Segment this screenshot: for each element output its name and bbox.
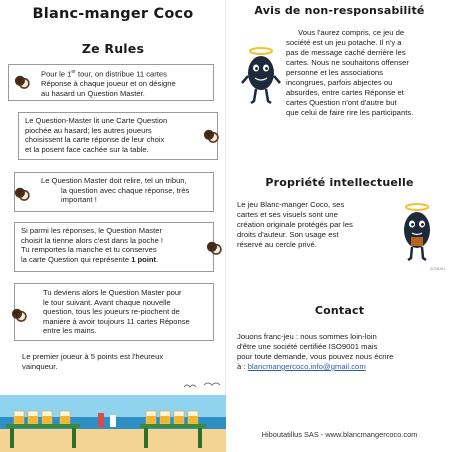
rule-text: question, tous les joueurs re-piochent de: [43, 307, 180, 317]
disclaimer-text: [286, 28, 452, 118]
disclaimer-line: cartes Question n'ont d'autre but: [286, 98, 397, 107]
coconut-icon: [11, 307, 28, 324]
rule-text: vainqueur.: [22, 362, 58, 371]
disclaimer-line: personne et les associations: [286, 68, 384, 77]
ip-line: droits d'auteur. Son usage est: [237, 230, 339, 239]
rule-box-2: [18, 112, 218, 160]
disclaimer-line: pas de message caché derrière les: [286, 48, 406, 57]
rule-sup: er: [71, 69, 76, 75]
rule-text: Tu deviens alors le Question Master pour: [43, 288, 182, 297]
rule-text: Le Question Master doit relire, tel un tribun,: [41, 176, 187, 185]
rule-text: choisit la tienne alors c'est dans la poche !: [21, 235, 164, 245]
rules-heading: Ze Rules: [81, 41, 145, 56]
info-panel: [227, 0, 452, 452]
rule-text: la question avec chaque réponse, très: [61, 185, 190, 195]
rule-box-1: [8, 64, 214, 101]
disclaimer-line: absurdes, entre cartes Réponse et: [286, 88, 404, 97]
rule-text: au hasard un Question Master.: [41, 88, 145, 98]
rule-text: important !: [61, 195, 97, 205]
rule-text: Pour le 1: [41, 69, 72, 79]
email-link[interactable]: blancmangercoco.info@gmail.com: [247, 362, 366, 371]
ip-heading: Propriété intellectuelle: [265, 176, 414, 189]
game-title: Blanc-manger Coco: [32, 6, 194, 22]
contact-heading: Contact: [314, 304, 365, 317]
rule-text: la carte Question qui représente: [21, 254, 132, 264]
ip-text: [237, 200, 387, 250]
coconut-icon: [14, 186, 31, 203]
contact-text: [237, 332, 449, 372]
rule-text: tour, on distribue 11 cartes: [75, 69, 167, 79]
rule-text: et la posent face cachée sur la table.: [25, 144, 149, 154]
rule-text: choisissent la carte réponse de leur choix: [25, 135, 165, 145]
birds-icon: [182, 380, 222, 392]
beach-scene-icon: [0, 395, 226, 452]
ip-line: cartes et ses visuels sont une: [237, 210, 338, 219]
rule-text: manière à avoir toujours 11 cartes Réponse: [43, 316, 190, 326]
rule-text: le tour suivant. Avant chaque nouvelle: [43, 297, 171, 307]
coconut-icon: [206, 240, 223, 257]
coconut-icon: [203, 128, 220, 145]
rule-text: entre les mains.: [43, 326, 97, 336]
point-highlight: 1 point: [131, 254, 157, 264]
contact-line: Jouons franc-jeu : nous sommes loin-loin: [237, 332, 377, 341]
contact-line: pour toute demande, vous pouvez nous écrire: [237, 352, 394, 361]
disclaimer-heading: Avis de non-responsabilité: [254, 4, 425, 17]
coconut-icon: [14, 74, 31, 91]
rule-text: .: [156, 254, 159, 264]
disclaimer-line: Vous l'aurez compris, ce jeu de: [298, 28, 405, 37]
rule-text: Réponse à chaque joueur et on désigne: [41, 79, 176, 89]
rule-text: Tu remportes la manche et tu conserves: [21, 245, 157, 255]
ip-line: création originale protégés par les: [237, 220, 353, 229]
rule-box-3: [14, 172, 214, 212]
rule-text: Si parmi les réponses, le Question Master: [21, 226, 162, 235]
rule-box-4: [14, 222, 214, 272]
coconut-mascot-icon: [241, 46, 281, 108]
coconut-mascot-icon: [397, 202, 437, 262]
rule-box-5: [14, 283, 214, 341]
footer-text: Hiboutatillus SAS - www.blancmangercoco.com: [261, 430, 418, 439]
winner-rule: [22, 352, 222, 372]
product-code: 2CHU01: [430, 266, 446, 271]
disclaimer-line: cartes. Nous ne souhaitons offenser: [286, 58, 409, 67]
rule-text: piochée au hasard; les autres joueurs: [25, 125, 152, 135]
rule-text: Le Question-Master lit une Carte Question: [25, 116, 168, 125]
rule-text: Le premier joueur à 5 points est l'heureux: [22, 352, 164, 361]
ip-line: Le jeu Blanc-manger Coco, ses: [237, 200, 345, 209]
disclaimer-line: que celui de faire rire les participants.: [286, 108, 414, 117]
disclaimer-line: société est un jeu potache. Il n'y a: [286, 38, 402, 47]
ip-line: réservé au cercle privé.: [237, 240, 317, 249]
contact-line: d'être une société certifiée ISO9001 mais: [237, 342, 378, 351]
disclaimer-line: incongrues, parfois abjectes ou: [286, 78, 393, 87]
contact-line: à :: [237, 362, 248, 371]
